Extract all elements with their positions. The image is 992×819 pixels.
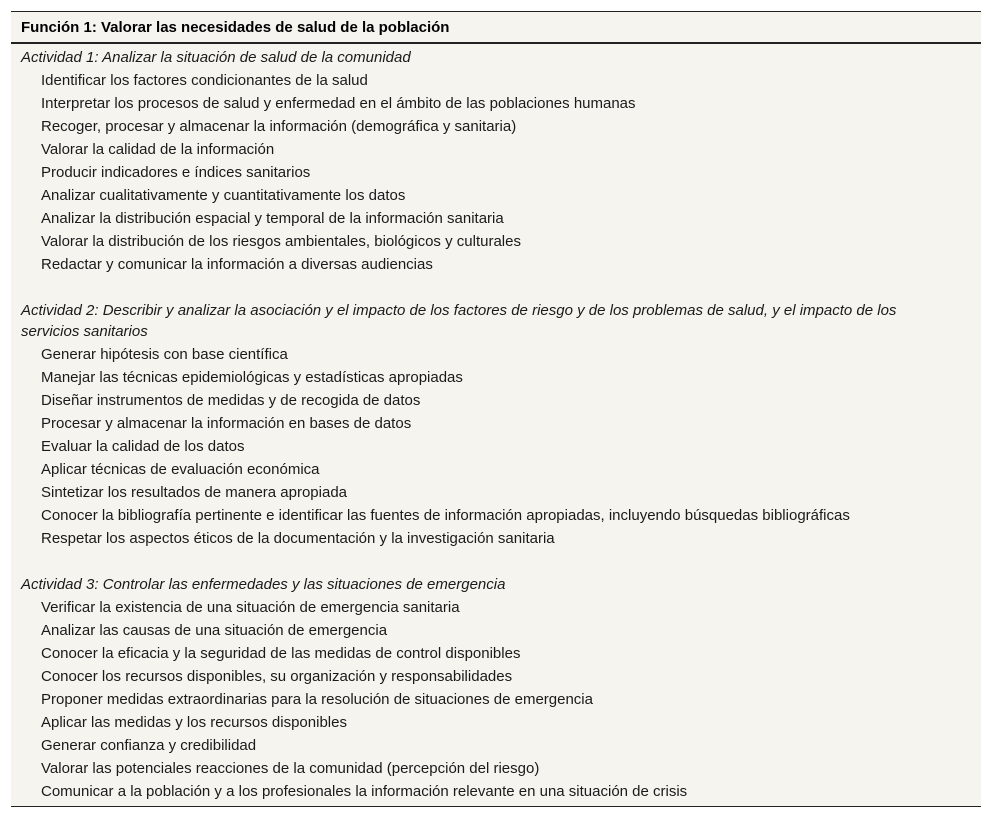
list-item: Aplicar técnicas de evaluación económica	[41, 461, 320, 478]
list-item: Conocer la eficacia y la seguridad de las medidas de control disponibles	[41, 645, 521, 662]
activity-title: Actividad 2: Describir y analizar la asociación y el impacto de los factores de riesgo y de los problemas de salud, y el impacto de los servicios sanitarios	[21, 302, 897, 340]
table-body	[11, 44, 981, 803]
activity-title: Actividad 3: Controlar las enfermedades y las situaciones de emergencia	[21, 576, 506, 593]
activity-3	[21, 573, 981, 803]
list-item: Proponer medidas extraordinarias para la resolución de situaciones de emergencia	[41, 691, 593, 708]
list-item: Procesar y almacenar la información en bases de datos	[41, 415, 412, 432]
list-item: Recoger, procesar y almacenar la información (demográfica y sanitaria)	[41, 118, 517, 135]
list-item: Interpretar los procesos de salud y enfermedad en el ámbito de las poblaciones humanas	[41, 95, 636, 112]
list-item: Diseñar instrumentos de medidas y de recogida de datos	[41, 392, 421, 409]
list-item: Analizar las causas de una situación de emergencia	[41, 622, 388, 639]
list-item: Manejar las técnicas epidemiológicas y estadísticas apropiadas	[41, 369, 463, 386]
activity-2	[21, 299, 981, 550]
activity-1	[21, 46, 981, 276]
list-item: Generar confianza y credibilidad	[41, 737, 257, 754]
list-item: Conocer la bibliografía pertinente e identificar las fuentes de información apropiadas, incluyendo búsquedas bibliográficas	[41, 507, 850, 524]
list-item: Evaluar la calidad de los datos	[41, 438, 245, 455]
list-item: Sintetizar los resultados de manera apropiada	[41, 484, 348, 501]
list-item: Producir indicadores e índices sanitarios	[41, 164, 311, 181]
list-item: Valorar la distribución de los riesgos ambientales, biológicos y culturales	[41, 233, 521, 250]
list-item: Redactar y comunicar la información a diversas audiencias	[41, 256, 433, 273]
list-item: Valorar las potenciales reacciones de la comunidad (percepción del riesgo)	[41, 760, 540, 777]
list-item: Generar hipótesis con base científica	[41, 346, 288, 363]
list-item: Aplicar las medidas y los recursos disponibles	[41, 714, 347, 731]
activity-title: Actividad 1: Analizar la situación de salud de la comunidad	[21, 49, 411, 66]
list-item: Respetar los aspectos éticos de la documentación y la investigación sanitaria	[41, 530, 555, 547]
competency-table	[11, 11, 981, 807]
list-item: Analizar cualitativamente y cuantitativamente los datos	[41, 187, 406, 204]
list-item: Identificar los factores condicionantes de la salud	[41, 72, 368, 89]
list-item: Verificar la existencia de una situación de emergencia sanitaria	[41, 599, 460, 616]
list-item: Analizar la distribución espacial y temporal de la información sanitaria	[41, 210, 504, 227]
function-title: Función 1: Valorar las necesidades de salud de la población	[11, 12, 981, 44]
list-item: Conocer los recursos disponibles, su organización y responsabilidades	[41, 668, 513, 685]
list-item: Valorar la calidad de la información	[41, 141, 275, 158]
list-item: Comunicar a la población y a los profesionales la información relevante en una situación de crisis	[41, 783, 688, 800]
